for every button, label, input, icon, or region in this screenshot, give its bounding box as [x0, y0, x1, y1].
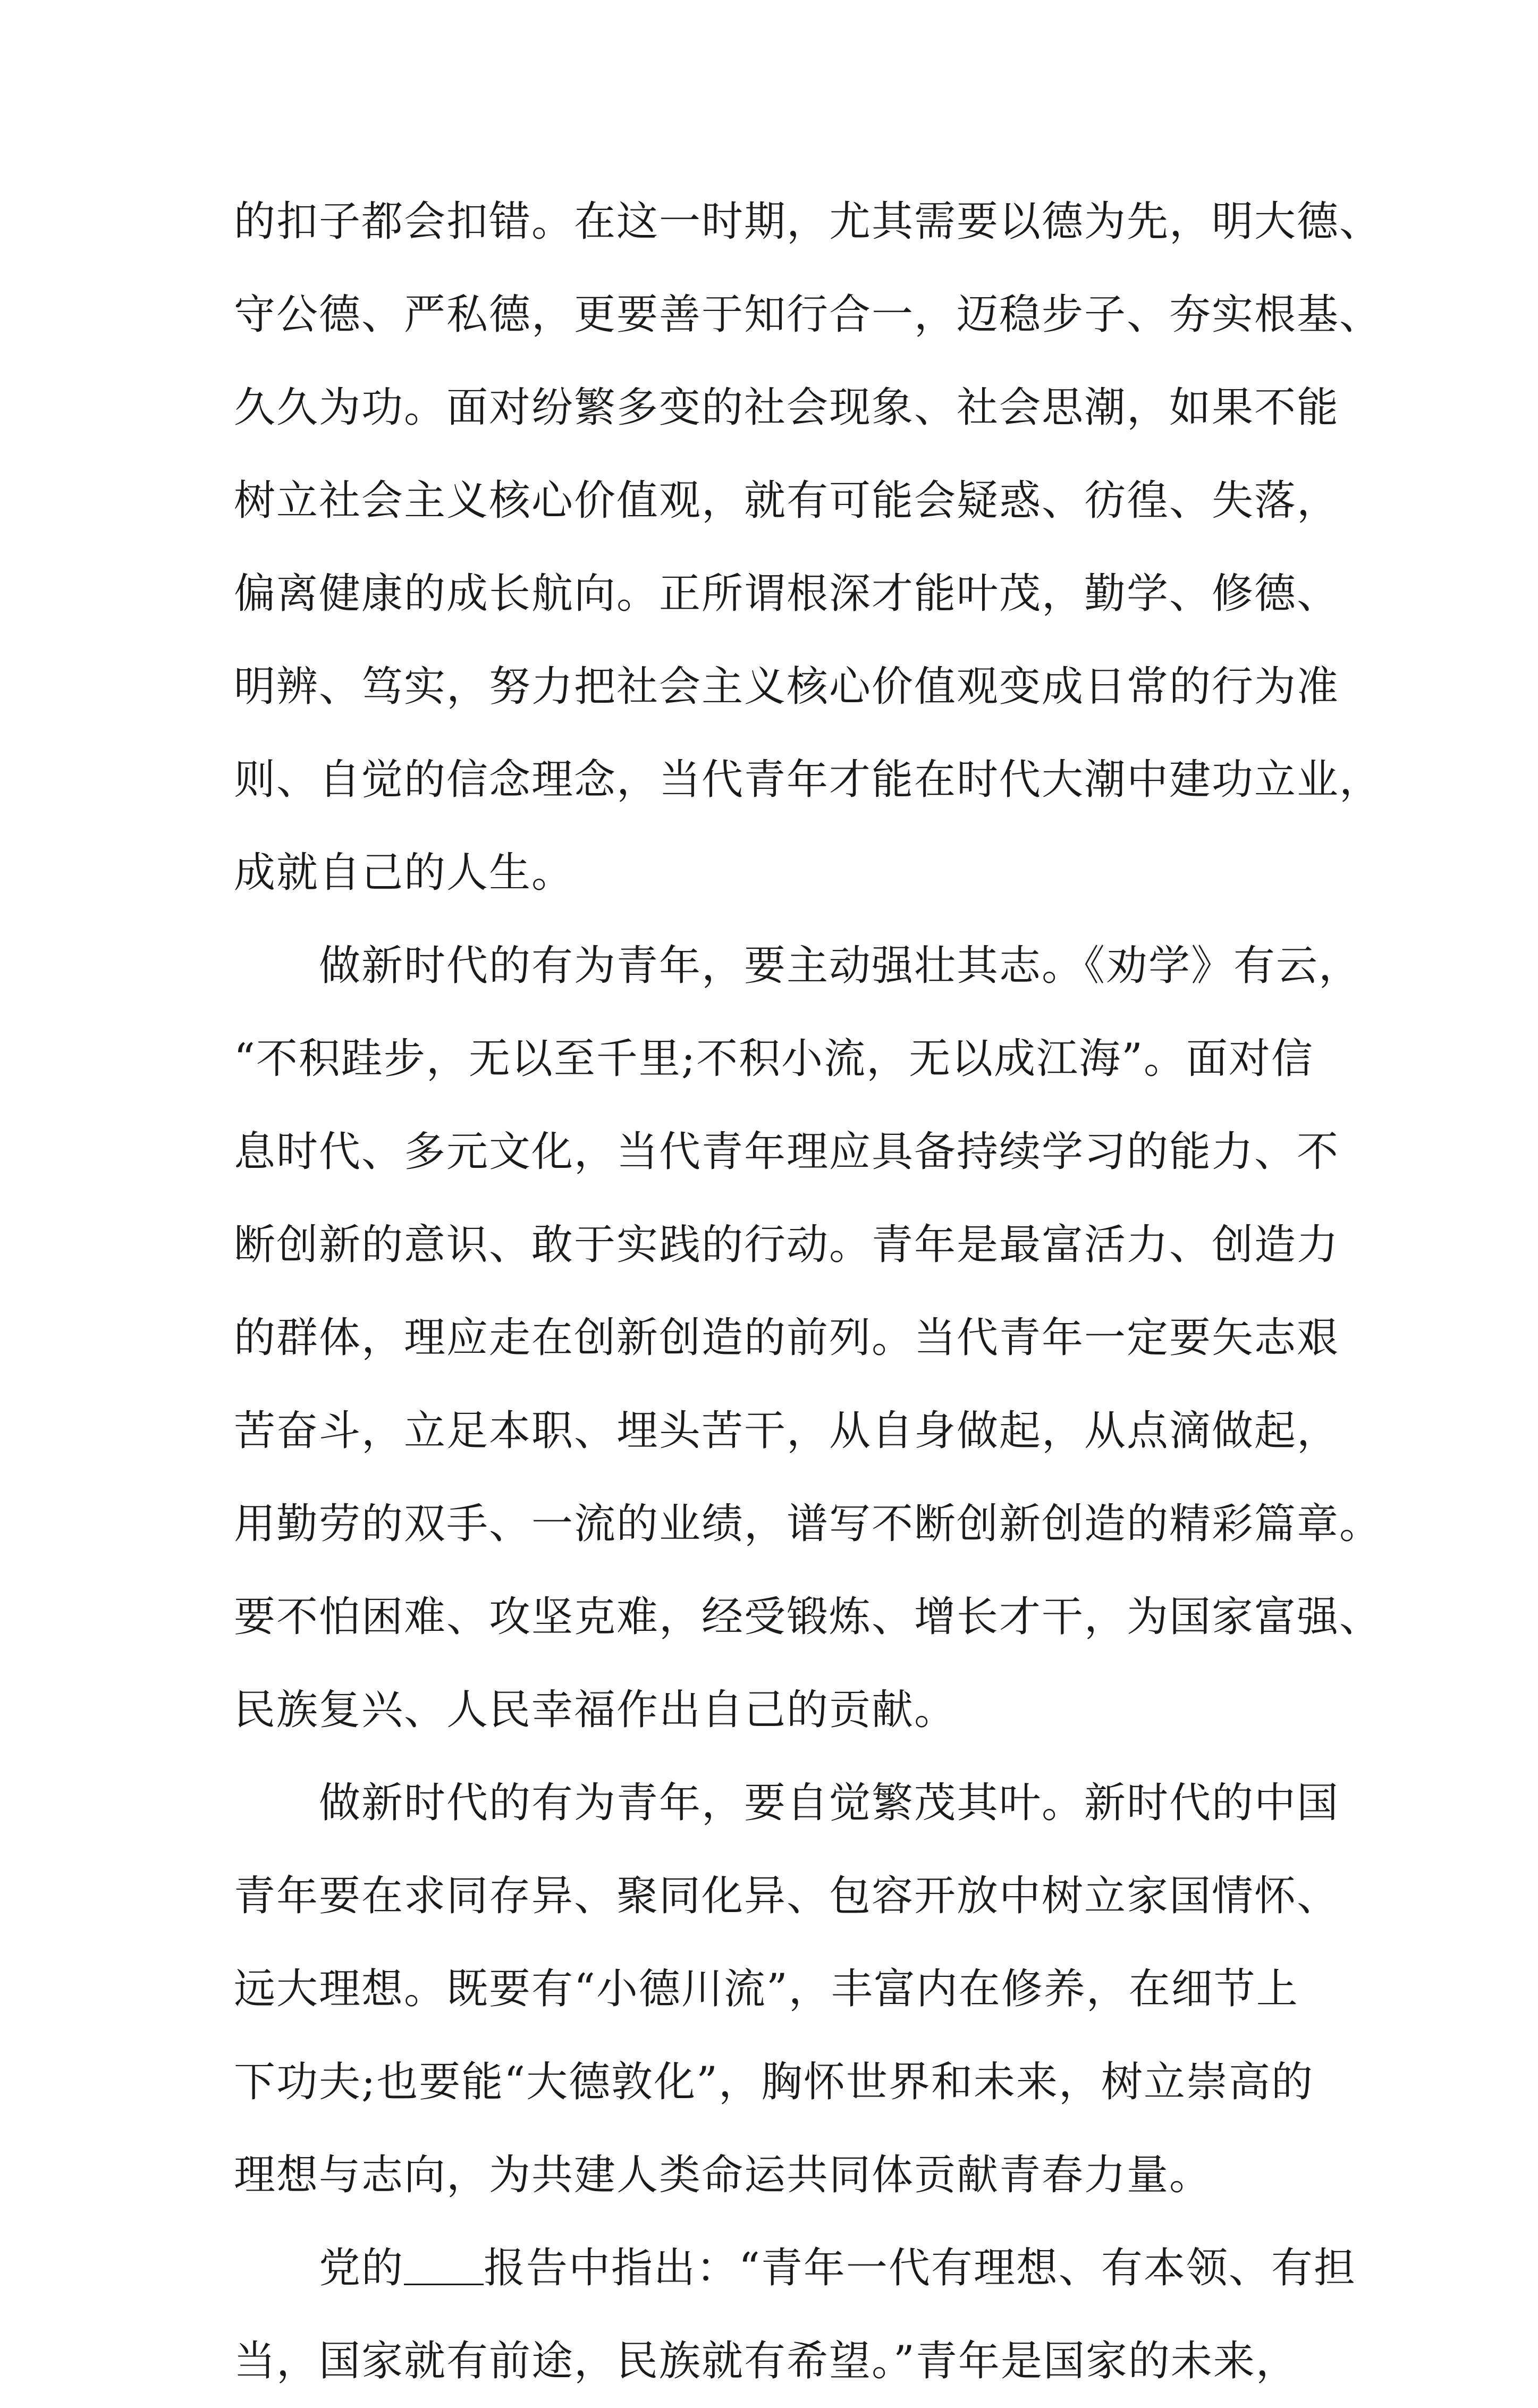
- text-line: 明辨、笃实，努力把社会主义核心价值观变成日常的行为准: [234, 663, 1340, 711]
- text-line: 断创新的意识、敢于实践的行动。青年是最富活力、创造力: [234, 1221, 1340, 1269]
- text-line: 当，国家就有前途，民族就有希望。”青年是国家的未来，: [234, 2337, 1298, 2385]
- text-line: 的扣子都会扣错。在这一时期，尤其需要以德为先，明大德、: [234, 198, 1382, 246]
- paragraph-start-line: [234, 2222, 1356, 2315]
- text-segment: 报告中指出：“青年一代有理想、有本领、有担: [484, 2244, 1356, 2292]
- text-line: 成就自己的人生。: [234, 849, 574, 897]
- text-line: 苦奋斗，立足本职、埋头苦干，从自身做起，从点滴做起，: [234, 1407, 1340, 1455]
- text-line: 偏离健康的成长航向。正所谓根深才能叶茂，勤学、修德、: [234, 570, 1340, 618]
- text-line: “不积跬步，无以至千里;不积小流，无以成江海”。面对信: [234, 1035, 1314, 1083]
- text-line: 久久为功。面对纷繁多变的社会现象、社会思潮，如果不能: [234, 384, 1340, 432]
- text-line: 树立社会主义核心价值观，就有可能会疑惑、彷徨、失落，: [234, 477, 1340, 525]
- paragraph-start-line: 做新时代的有为青年，要自觉繁茂其叶。新时代的中国: [319, 1779, 1340, 1827]
- body-text: [234, 175, 1382, 2408]
- text-line: 要不怕困难、攻坚克难，经受锻炼、增长才干，为国家富强、: [234, 1593, 1382, 1641]
- text-line: 息时代、多元文化，当代青年理应具备持续学习的能力、不: [234, 1128, 1340, 1176]
- text-line: 守公德、严私德，更要善于知行合一，迈稳步子、夯实根基、: [234, 291, 1382, 339]
- text-line: 理想与志向，为共建人类命运共同体贡献青春力量。: [234, 2151, 1212, 2199]
- fill-in-blank: [404, 2246, 484, 2285]
- text-line: 用勤劳的双手、一流的业绩，谱写不断创新创造的精彩篇章。: [234, 1500, 1382, 1548]
- text-line: 下功夫;也要能“大德敦化”，胸怀世界和未来，树立崇高的: [234, 2058, 1314, 2106]
- text-line: 则、自觉的信念理念，当代青年才能在时代大潮中建功立业，: [234, 756, 1382, 804]
- text-line: 远大理想。既要有“小德川流”，丰富内在修养，在细节上: [234, 1965, 1299, 2013]
- text-line: 的群体，理应走在创新创造的前列。当代青年一定要矢志艰: [234, 1314, 1340, 1362]
- text-segment: 党的: [319, 2244, 404, 2292]
- paragraph-start-line: 做新时代的有为青年，要主动强壮其志。《劝学》有云，: [319, 942, 1362, 990]
- text-line: 青年要在求同存异、聚同化异、包容开放中树立家国情怀、: [234, 1872, 1340, 1920]
- text-line: 民族复兴、人民幸福作出自己的贡献。: [234, 1686, 957, 1734]
